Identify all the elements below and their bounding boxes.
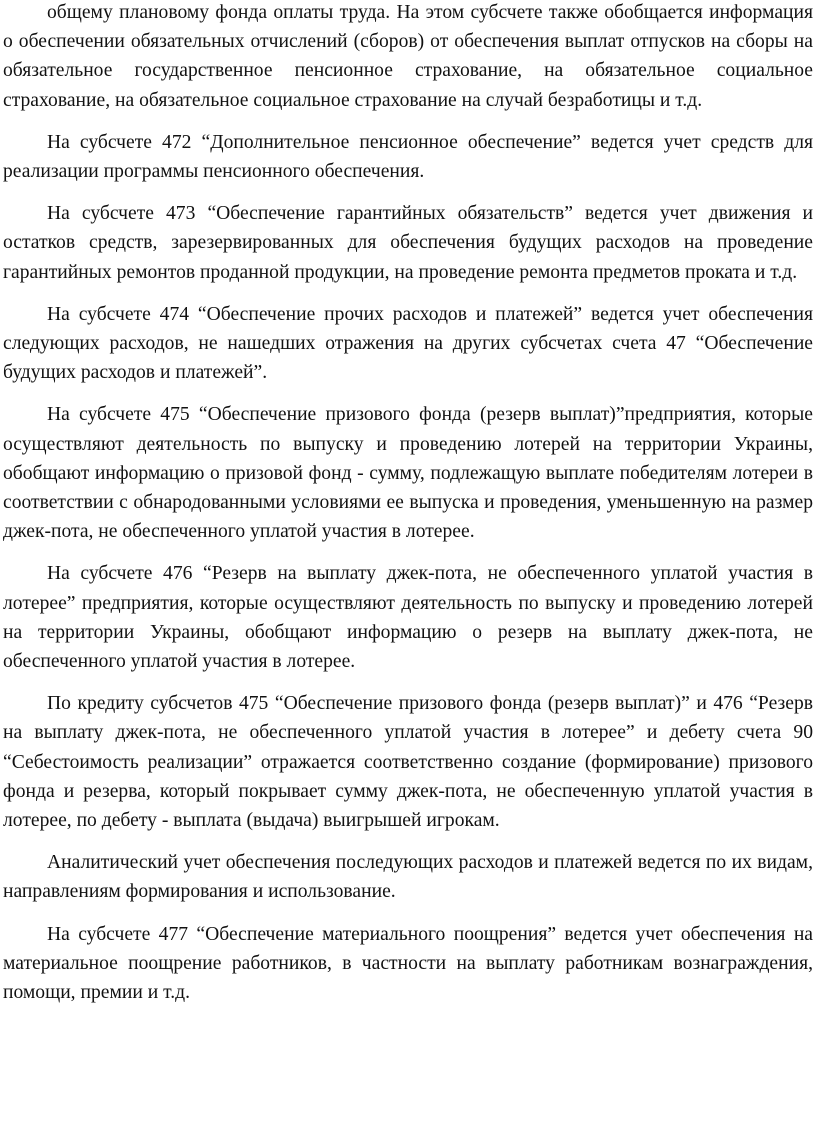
paragraph-subaccount-474: На субсчете 474 “Обеспечение прочих расходов и платежей” ведется учет обеспечения следующих расходов, не нашедших отражения на других субсчетах счета 47 “Обеспечение будущих расходов и платежей”. [3,303,813,384]
paragraph-subaccount-476: На субсчете 476 “Резерв на выплату джек-пота, не обеспеченного уплатой участия в лотерее” предприятия, которые осуществляют деятельность по выпуску и проведению лотерей на территории Украины, обобщают информацию о резерв на выплату джек-пота, не обеспеченного уплатой участия в лотерее. [3,563,813,673]
paragraph-continued: общему плановому фонда оплаты труда. На этом субсчете также обобщается информация о обеспечении обязательных отчислений (сборов) от обеспечения выплат отпусков на сборы на обязательное государственное пенсионное страхование, на обязательное социальное страхование, на обязательное социальное страхование на случай безработицы и т.д. [3,2,813,111]
paragraph-subaccount-477: На субсчете 477 “Обеспечение материального поощрения” ведется учет обеспечения на материальное поощрение работников, в частности на выплату работникам вознаграждения, помощи, премии и т.д. [3,923,813,1004]
paragraph-subaccount-473: На субсчете 473 “Обеспечение гарантийных обязательств” ведется учет движения и остатков средств, зарезервированных для обеспечения будущих расходов на проведение гарантийных ремонтов проданной продукции, на проведение ремонта предметов проката и т.д. [3,203,813,283]
paragraph-credit-475-476: По кредиту субсчетов 475 “Обеспечение призового фонда (резерв выплат)” и 476 “Резерв на выплату джек-пота, не обеспеченного уплатой участия в лотерее” и дебету счета 90 “Себестоимость реализации” отражается соответственно создание (формирование) призового фонда и резерва, который покрывает сумму джек-пота, не обеспеченную уплатой участия в лотерее, по дебету - выплата (выдача) выигрышей игрокам. [3,693,813,832]
paragraph-analytical-accounting: Аналитический учет обеспечения последующих расходов и платежей ведется по их видам, направлениям формирования и использование. [3,852,813,903]
paragraph-subaccount-475: На субсчете 475 “Обеспечение призового фонда (резерв выплат)”предприятия, которые осуществляют деятельность по выпуску и проведению лотерей на территории Украины, обобщают информацию о призовой фонд - сумму, подлежащую выплате победителям лотереи в соответствии с обнародованными условиями ее выпуска и проведения, уменьшенную на размер джек-пота, не обеспеченного уплатой участия в лотерее. [3,404,813,543]
paragraph-subaccount-472: На субсчете 472 “Дополнительное пенсионное обеспечение” ведется учет средств для реализации программы пенсионного обеспечения. [3,131,813,183]
